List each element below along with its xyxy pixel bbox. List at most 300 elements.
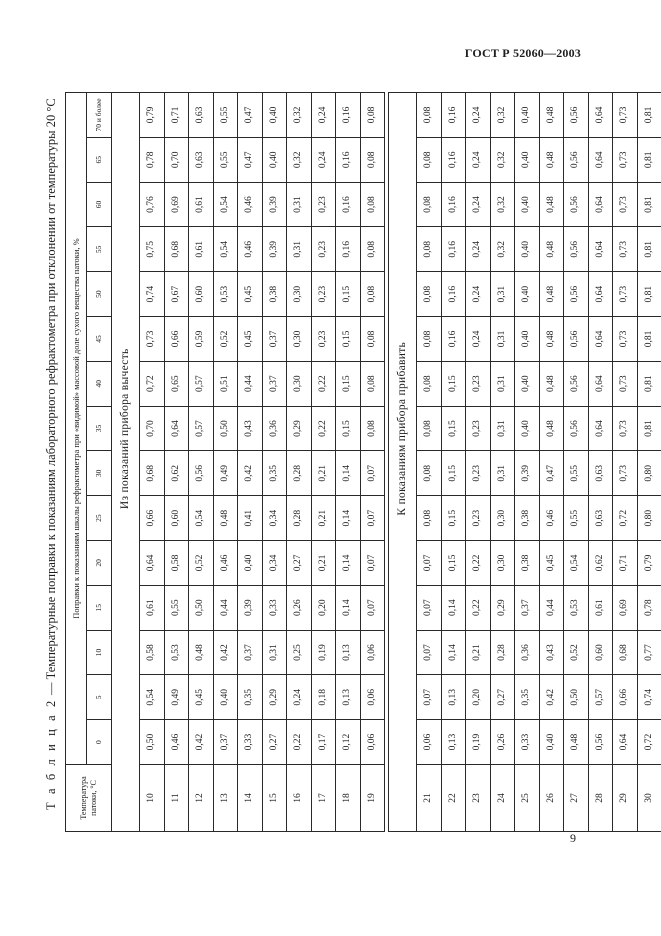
correction-value-cell: 0,25: [287, 630, 312, 675]
table-row: [441, 93, 466, 832]
correction-value-cell: 0,74: [140, 272, 165, 317]
table-row: [490, 93, 515, 832]
correction-value-cell: 0,16: [336, 227, 361, 272]
correction-value-cell: 0,77: [637, 630, 661, 675]
correction-value-cell: 0,40: [262, 137, 287, 182]
correction-value-cell: 0,07: [360, 541, 385, 586]
correction-value-cell: 0,64: [588, 317, 613, 362]
correction-value-cell: 0,08: [417, 496, 442, 541]
correction-value-cell: 0,07: [417, 630, 442, 675]
correction-value-cell: 0,69: [164, 182, 189, 227]
correction-value-cell: 0,22: [311, 406, 336, 451]
correction-value-cell: 0,16: [441, 182, 466, 227]
correction-value-cell: 0,63: [189, 137, 214, 182]
correction-value-cell: 0,23: [311, 227, 336, 272]
correction-value-cell: 0,43: [539, 630, 564, 675]
correction-value-cell: 0,16: [441, 272, 466, 317]
correction-value-cell: 0,80: [637, 496, 661, 541]
correction-value-cell: 0,78: [140, 137, 165, 182]
correction-value-cell: 0,30: [490, 541, 515, 586]
correction-value-cell: 0,06: [360, 630, 385, 675]
temperature-cell: 30: [637, 765, 661, 832]
correction-value-cell: 0,68: [164, 227, 189, 272]
correction-value-cell: 0,21: [311, 496, 336, 541]
correction-value-cell: 0,60: [164, 496, 189, 541]
concentration-header: 10: [87, 630, 112, 675]
correction-value-cell: 0,54: [140, 675, 165, 720]
concentration-header: 35: [87, 406, 112, 451]
table-row: [238, 93, 263, 832]
correction-value-cell: 0,35: [515, 675, 540, 720]
correction-value-cell: 0,28: [287, 451, 312, 496]
table-row: [140, 93, 165, 832]
temperature-column-header: Температура патоки, °С: [66, 765, 112, 832]
correction-value-cell: 0,61: [189, 227, 214, 272]
correction-value-cell: 0,42: [189, 720, 214, 765]
correction-value-cell: 0,45: [238, 317, 263, 362]
correction-value-cell: 0,30: [287, 361, 312, 406]
correction-value-cell: 0,08: [417, 451, 442, 496]
correction-value-cell: 0,62: [164, 451, 189, 496]
correction-value-cell: 0,68: [140, 451, 165, 496]
correction-value-cell: 0,37: [213, 720, 238, 765]
correction-value-cell: 0,32: [287, 93, 312, 138]
correction-value-cell: 0,61: [140, 585, 165, 630]
correction-value-cell: 0,57: [588, 675, 613, 720]
correction-value-cell: 0,46: [213, 541, 238, 586]
correction-value-cell: 0,16: [441, 317, 466, 362]
correction-value-cell: 0,29: [490, 585, 515, 630]
correction-value-cell: 0,31: [490, 406, 515, 451]
correction-value-cell: 0,08: [417, 317, 442, 362]
correction-value-cell: 0,68: [613, 630, 638, 675]
correction-value-cell: 0,08: [360, 93, 385, 138]
correction-value-cell: 0,39: [262, 227, 287, 272]
concentration-header: 15: [87, 585, 112, 630]
correction-value-cell: 0,36: [515, 630, 540, 675]
correction-value-cell: 0,48: [539, 317, 564, 362]
correction-value-cell: 0,13: [441, 675, 466, 720]
correction-value-cell: 0,13: [441, 720, 466, 765]
correction-value-cell: 0,39: [515, 451, 540, 496]
correction-value-cell: 0,22: [287, 720, 312, 765]
correction-value-cell: 0,45: [539, 541, 564, 586]
correction-value-cell: 0,50: [140, 720, 165, 765]
temperature-cell: 26: [539, 765, 564, 832]
concentration-header: 5: [87, 675, 112, 720]
correction-value-cell: 0,55: [564, 451, 589, 496]
correction-value-cell: 0,81: [637, 93, 661, 138]
temperature-cell: 19: [360, 765, 385, 832]
correction-value-cell: 0,38: [515, 541, 540, 586]
correction-value-cell: 0,31: [287, 182, 312, 227]
correction-value-cell: 0,73: [613, 227, 638, 272]
correction-value-cell: 0,16: [336, 182, 361, 227]
table-caption: [44, 92, 59, 810]
correction-value-cell: 0,46: [238, 227, 263, 272]
correction-value-cell: 0,40: [262, 93, 287, 138]
correction-value-cell: 0,66: [164, 317, 189, 362]
correction-value-cell: 0,45: [238, 272, 263, 317]
correction-value-cell: 0,48: [539, 93, 564, 138]
correction-value-cell: 0,35: [238, 675, 263, 720]
table-row: [539, 93, 564, 832]
corrections-group-header: Поправки к показаниям шкалы рефрактометра при «видимой» массовой доле сухого вещества патоки, %: [66, 93, 87, 765]
correction-value-cell: 0,37: [262, 361, 287, 406]
correction-value-cell: 0,08: [417, 361, 442, 406]
correction-value-cell: 0,48: [189, 630, 214, 675]
correction-value-cell: 0,38: [262, 272, 287, 317]
correction-value-cell: 0,12: [336, 720, 361, 765]
correction-value-cell: 0,31: [287, 227, 312, 272]
correction-value-cell: 0,33: [515, 720, 540, 765]
correction-value-cell: 0,50: [564, 675, 589, 720]
table-row: [262, 93, 287, 832]
correction-value-cell: 0,73: [613, 93, 638, 138]
correction-value-cell: 0,23: [466, 361, 491, 406]
correction-value-cell: 0,08: [417, 93, 442, 138]
correction-value-cell: 0,06: [417, 720, 442, 765]
concentration-header: 70 и более: [87, 93, 112, 138]
correction-value-cell: 0,40: [515, 137, 540, 182]
table-row: [588, 93, 613, 832]
concentration-header: 20: [87, 541, 112, 586]
correction-value-cell: 0,55: [164, 585, 189, 630]
correction-value-cell: 0,08: [417, 137, 442, 182]
correction-value-cell: 0,32: [490, 93, 515, 138]
correction-value-cell: 0,54: [213, 182, 238, 227]
correction-value-cell: 0,36: [262, 406, 287, 451]
correction-value-cell: 0,28: [490, 630, 515, 675]
correction-value-cell: 0,07: [417, 675, 442, 720]
correction-value-cell: 0,38: [515, 496, 540, 541]
correction-table: [65, 92, 661, 832]
concentration-header: 25: [87, 496, 112, 541]
correction-value-cell: 0,34: [262, 496, 287, 541]
correction-value-cell: 0,73: [613, 137, 638, 182]
correction-value-cell: 0,14: [336, 541, 361, 586]
correction-value-cell: 0,70: [140, 406, 165, 451]
correction-value-cell: 0,63: [588, 451, 613, 496]
correction-value-cell: 0,32: [490, 182, 515, 227]
section-title: Из показаний прибора вычесть: [112, 93, 140, 765]
table-row: [360, 93, 385, 832]
correction-value-cell: 0,34: [262, 541, 287, 586]
correction-value-cell: 0,24: [466, 272, 491, 317]
correction-value-cell: 0,40: [515, 406, 540, 451]
correction-value-cell: 0,64: [613, 720, 638, 765]
correction-value-cell: 0,81: [637, 227, 661, 272]
table-row: [466, 93, 491, 832]
correction-value-cell: 0,24: [287, 675, 312, 720]
correction-value-cell: 0,46: [238, 182, 263, 227]
correction-value-cell: 0,54: [213, 227, 238, 272]
correction-value-cell: 0,64: [588, 137, 613, 182]
correction-value-cell: 0,79: [140, 93, 165, 138]
table-header-row-group: [66, 93, 87, 832]
table-caption-text: — Температурные поправки к показаниям лабораторного рефрактометра при отклонении от температуры 20 °С: [44, 98, 58, 699]
correction-value-cell: 0,56: [189, 451, 214, 496]
correction-value-cell: 0,15: [336, 406, 361, 451]
correction-value-cell: 0,14: [441, 585, 466, 630]
correction-value-cell: 0,53: [164, 630, 189, 675]
correction-value-cell: 0,73: [613, 317, 638, 362]
correction-value-cell: 0,15: [336, 361, 361, 406]
correction-value-cell: 0,42: [238, 451, 263, 496]
correction-value-cell: 0,39: [238, 585, 263, 630]
correction-value-cell: 0,59: [189, 317, 214, 362]
correction-value-cell: 0,56: [564, 182, 589, 227]
correction-value-cell: 0,30: [490, 496, 515, 541]
correction-value-cell: 0,07: [360, 496, 385, 541]
correction-value-cell: 0,14: [336, 585, 361, 630]
correction-value-cell: 0,32: [490, 227, 515, 272]
temperature-cell: 25: [515, 765, 540, 832]
correction-value-cell: 0,31: [490, 317, 515, 362]
correction-value-cell: 0,32: [287, 137, 312, 182]
correction-value-cell: 0,33: [238, 720, 263, 765]
temperature-cell: 27: [564, 765, 589, 832]
correction-value-cell: 0,40: [213, 675, 238, 720]
correction-value-cell: 0,50: [189, 585, 214, 630]
correction-value-cell: 0,56: [564, 137, 589, 182]
rotated-table-block: [44, 92, 661, 832]
temperature-cell: 16: [287, 765, 312, 832]
table-row: [164, 93, 189, 832]
correction-value-cell: 0,08: [360, 406, 385, 451]
temperature-cell: 11: [164, 765, 189, 832]
correction-value-cell: 0,29: [287, 406, 312, 451]
correction-value-cell: 0,42: [213, 630, 238, 675]
correction-value-cell: 0,08: [417, 182, 442, 227]
correction-value-cell: 0,72: [613, 496, 638, 541]
correction-value-cell: 0,64: [588, 406, 613, 451]
correction-value-cell: 0,48: [213, 496, 238, 541]
correction-value-cell: 0,28: [287, 496, 312, 541]
correction-value-cell: 0,47: [238, 137, 263, 182]
correction-value-cell: 0,22: [311, 361, 336, 406]
correction-value-cell: 0,13: [336, 630, 361, 675]
correction-value-cell: 0,15: [336, 272, 361, 317]
correction-value-cell: 0,61: [588, 585, 613, 630]
correction-value-cell: 0,30: [287, 272, 312, 317]
correction-value-cell: 0,81: [637, 182, 661, 227]
correction-value-cell: 0,56: [564, 361, 589, 406]
correction-value-cell: 0,24: [311, 137, 336, 182]
correction-value-cell: 0,45: [189, 675, 214, 720]
section-title-row: [112, 93, 140, 832]
correction-value-cell: 0,50: [213, 406, 238, 451]
correction-value-cell: 0,81: [637, 361, 661, 406]
table-row: [564, 93, 589, 832]
correction-value-cell: 0,74: [637, 675, 661, 720]
temperature-cell: 15: [262, 765, 287, 832]
correction-value-cell: 0,48: [539, 182, 564, 227]
correction-value-cell: 0,41: [238, 496, 263, 541]
section-temp-spacer: [112, 765, 140, 832]
correction-value-cell: 0,24: [466, 227, 491, 272]
correction-value-cell: 0,08: [417, 272, 442, 317]
correction-value-cell: 0,76: [140, 182, 165, 227]
correction-value-cell: 0,21: [466, 630, 491, 675]
correction-value-cell: 0,46: [164, 720, 189, 765]
correction-value-cell: 0,08: [417, 406, 442, 451]
correction-value-cell: 0,57: [189, 361, 214, 406]
correction-value-cell: 0,56: [588, 720, 613, 765]
correction-value-cell: 0,23: [466, 451, 491, 496]
temperature-cell: 28: [588, 765, 613, 832]
correction-value-cell: 0,24: [466, 93, 491, 138]
correction-value-cell: 0,31: [490, 361, 515, 406]
correction-value-cell: 0,40: [515, 272, 540, 317]
correction-value-cell: 0,07: [417, 541, 442, 586]
correction-value-cell: 0,40: [515, 93, 540, 138]
correction-value-cell: 0,72: [637, 720, 661, 765]
correction-value-cell: 0,33: [262, 585, 287, 630]
table-row: [287, 93, 312, 832]
correction-value-cell: 0,64: [588, 227, 613, 272]
correction-value-cell: 0,15: [441, 406, 466, 451]
correction-value-cell: 0,44: [213, 585, 238, 630]
correction-value-cell: 0,73: [613, 451, 638, 496]
correction-value-cell: 0,37: [515, 585, 540, 630]
temperature-cell: 21: [417, 765, 442, 832]
correction-value-cell: 0,56: [564, 406, 589, 451]
correction-value-cell: 0,56: [564, 317, 589, 362]
correction-value-cell: 0,40: [515, 182, 540, 227]
correction-value-cell: 0,15: [441, 541, 466, 586]
correction-value-cell: 0,63: [588, 496, 613, 541]
temperature-cell: 13: [213, 765, 238, 832]
correction-value-cell: 0,66: [140, 496, 165, 541]
correction-value-cell: 0,64: [588, 361, 613, 406]
correction-value-cell: 0,40: [515, 361, 540, 406]
correction-value-cell: 0,71: [164, 93, 189, 138]
correction-value-cell: 0,13: [336, 675, 361, 720]
correction-value-cell: 0,73: [613, 361, 638, 406]
table-caption-prefix: Т а б л и ц а 2: [44, 698, 58, 810]
correction-value-cell: 0,14: [336, 451, 361, 496]
correction-value-cell: 0,44: [539, 585, 564, 630]
correction-value-cell: 0,56: [564, 227, 589, 272]
correction-value-cell: 0,23: [311, 182, 336, 227]
correction-value-cell: 0,42: [539, 675, 564, 720]
correction-value-cell: 0,43: [238, 406, 263, 451]
correction-value-cell: 0,30: [287, 317, 312, 362]
correction-value-cell: 0,24: [311, 93, 336, 138]
concentration-header: 65: [87, 137, 112, 182]
concentration-header: 45: [87, 317, 112, 362]
correction-value-cell: 0,52: [564, 630, 589, 675]
concentration-header: 30: [87, 451, 112, 496]
correction-value-cell: 0,31: [262, 630, 287, 675]
correction-value-cell: 0,27: [262, 720, 287, 765]
correction-value-cell: 0,63: [189, 93, 214, 138]
correction-value-cell: 0,16: [441, 137, 466, 182]
concentration-header: 40: [87, 361, 112, 406]
correction-value-cell: 0,62: [588, 541, 613, 586]
correction-value-cell: 0,14: [336, 496, 361, 541]
correction-value-cell: 0,31: [490, 451, 515, 496]
section-title-row: [389, 93, 417, 832]
correction-value-cell: 0,39: [262, 182, 287, 227]
correction-value-cell: 0,26: [287, 585, 312, 630]
correction-value-cell: 0,80: [637, 451, 661, 496]
correction-value-cell: 0,27: [490, 675, 515, 720]
correction-value-cell: 0,58: [140, 630, 165, 675]
correction-value-cell: 0,19: [466, 720, 491, 765]
correction-value-cell: 0,81: [637, 317, 661, 362]
correction-value-cell: 0,35: [262, 451, 287, 496]
table-row: [637, 93, 661, 832]
correction-value-cell: 0,64: [588, 93, 613, 138]
table-row: [336, 93, 361, 832]
correction-value-cell: 0,58: [164, 541, 189, 586]
table-row: [613, 93, 638, 832]
correction-value-cell: 0,16: [336, 93, 361, 138]
correction-value-cell: 0,06: [360, 675, 385, 720]
correction-value-cell: 0,55: [213, 137, 238, 182]
correction-value-cell: 0,08: [360, 361, 385, 406]
correction-value-cell: 0,81: [637, 406, 661, 451]
correction-value-cell: 0,48: [539, 227, 564, 272]
table-row: [311, 93, 336, 832]
concentration-header: 0: [87, 720, 112, 765]
temperature-cell: 10: [140, 765, 165, 832]
correction-value-cell: 0,57: [189, 406, 214, 451]
correction-value-cell: 0,14: [441, 630, 466, 675]
correction-value-cell: 0,48: [564, 720, 589, 765]
correction-value-cell: 0,60: [588, 630, 613, 675]
correction-value-cell: 0,08: [360, 272, 385, 317]
correction-value-cell: 0,16: [441, 93, 466, 138]
correction-value-cell: 0,47: [238, 93, 263, 138]
temperature-cell: 18: [336, 765, 361, 832]
table-row: [213, 93, 238, 832]
correction-value-cell: 0,53: [564, 585, 589, 630]
correction-value-cell: 0,08: [360, 137, 385, 182]
correction-value-cell: 0,16: [441, 227, 466, 272]
correction-value-cell: 0,15: [336, 317, 361, 362]
correction-value-cell: 0,08: [417, 227, 442, 272]
correction-value-cell: 0,07: [360, 451, 385, 496]
correction-value-cell: 0,52: [213, 317, 238, 362]
correction-value-cell: 0,15: [441, 361, 466, 406]
correction-value-cell: 0,20: [466, 675, 491, 720]
correction-value-cell: 0,18: [311, 675, 336, 720]
correction-value-cell: 0,23: [466, 496, 491, 541]
correction-value-cell: 0,20: [311, 585, 336, 630]
correction-value-cell: 0,70: [164, 137, 189, 182]
correction-value-cell: 0,08: [360, 227, 385, 272]
correction-value-cell: 0,71: [613, 541, 638, 586]
document-header: ГОСТ Р 52060—2003: [464, 46, 581, 60]
correction-value-cell: 0,48: [539, 272, 564, 317]
correction-value-cell: 0,49: [213, 451, 238, 496]
temperature-cell: 17: [311, 765, 336, 832]
correction-value-cell: 0,23: [311, 317, 336, 362]
correction-value-cell: 0,06: [360, 720, 385, 765]
correction-value-cell: 0,51: [213, 361, 238, 406]
correction-value-cell: 0,54: [189, 496, 214, 541]
temperature-cell: 23: [466, 765, 491, 832]
correction-value-cell: 0,27: [287, 541, 312, 586]
temperature-cell: 22: [441, 765, 466, 832]
correction-value-cell: 0,24: [466, 317, 491, 362]
correction-value-cell: 0,46: [539, 496, 564, 541]
correction-value-cell: 0,60: [189, 272, 214, 317]
correction-value-cell: 0,31: [490, 272, 515, 317]
